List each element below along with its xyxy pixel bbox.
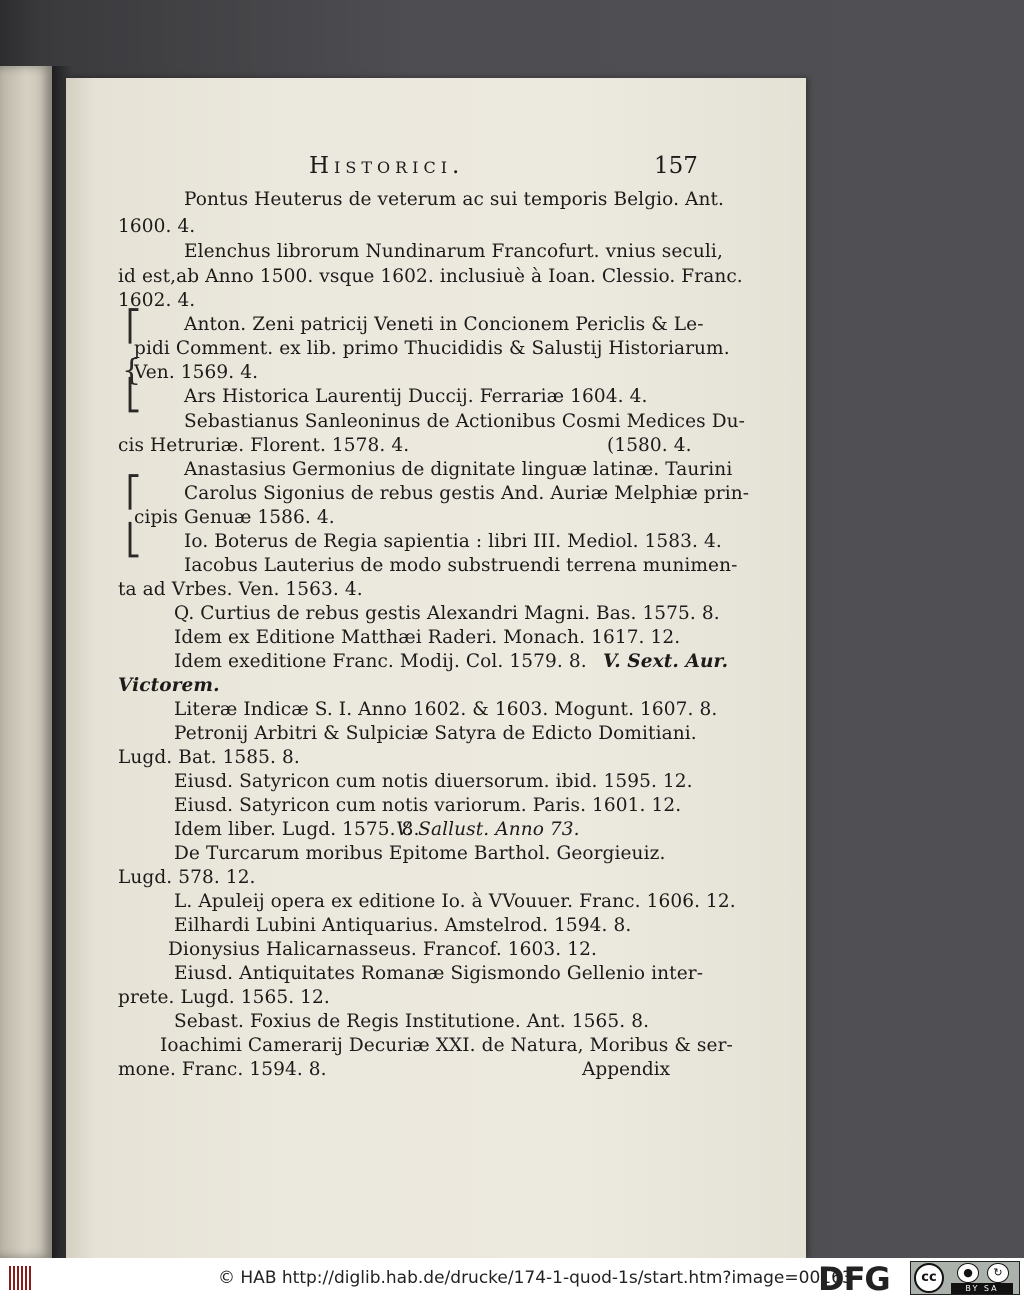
share-alike-icon: ↻ bbox=[987, 1263, 1009, 1283]
catchword: Appendix bbox=[582, 1059, 671, 1080]
text-line: Anton. Zeni patricij Veneti in Concionem Periclis & Le- bbox=[184, 314, 704, 335]
brace-bottom: ⎣ bbox=[126, 378, 141, 413]
copyright-link[interactable]: © HAB http://diglib.hab.de/drucke/174-1-quod-1s/start.htm?image=00163 bbox=[218, 1268, 853, 1288]
text-line: Q. Curtius de rebus gestis Alexandri Magni. Bas. 1575. 8. bbox=[174, 603, 720, 624]
library-logo-icon[interactable] bbox=[6, 1262, 36, 1294]
text-line: Eiusd. Antiquitates Romanæ Sigismondo Gellenio inter- bbox=[174, 963, 704, 984]
text-line: Eiusd. Satyricon cum notis diuersorum. ibid. 1595. 12. bbox=[174, 771, 693, 792]
book-page bbox=[66, 78, 806, 1258]
text-line: Petronij Arbitri & Sulpiciæ Satyra de Edicto Domitiani. bbox=[174, 723, 697, 744]
text-line: V. Sext. Aur. bbox=[603, 651, 729, 672]
brace-top: ⎡ bbox=[126, 475, 141, 510]
text-line: Lugd. Bat. 1585. 8. bbox=[118, 747, 300, 768]
brace-bottom: ⎣ bbox=[126, 523, 141, 558]
text-line: Eilhardi Lubini Antiquarius. Amstelrod. 1594. 8. bbox=[174, 915, 632, 936]
brace-top: ⎡ bbox=[126, 309, 141, 344]
text-line: Pontus Heuterus de veterum ac sui temporis Belgio. Ant. bbox=[184, 189, 725, 210]
cc-icon: cc bbox=[914, 1263, 944, 1293]
text-line: Idem liber. Lugd. 1575. 8. bbox=[174, 819, 420, 840]
text-line: Sebast. Foxius de Regis Institutione. Ant. 1565. 8. bbox=[174, 1011, 650, 1032]
text-line: L. Apuleij opera ex editione Io. à VVouuer. Franc. 1606. 12. bbox=[174, 891, 736, 912]
text-line: (1580. 4. bbox=[607, 435, 692, 456]
text-line: V. Sallust. Anno 73. bbox=[396, 819, 580, 840]
running-head-title: Historici. bbox=[309, 153, 465, 179]
text-line: mone. Franc. 1594. 8. bbox=[118, 1059, 327, 1080]
previous-page-edge bbox=[0, 66, 52, 1258]
text-line: Eiusd. Satyricon cum notis variorum. Paris. 1601. 12. bbox=[174, 795, 682, 816]
person-icon: ● bbox=[957, 1263, 979, 1283]
license-labels: BY SA bbox=[951, 1283, 1013, 1294]
text-line: Anastasius Germonius de dignitate linguæ latinæ. Taurini bbox=[184, 459, 733, 480]
text-line: Sebastianus Sanleoninus de Actionibus Cosmi Medices Du- bbox=[184, 411, 746, 432]
text-line: cipis Genuæ 1586. 4. bbox=[134, 507, 335, 528]
text-line: Ven. 1569. 4. bbox=[134, 362, 259, 383]
text-line: cis Hetruriæ. Florent. 1578. 4. bbox=[118, 435, 410, 456]
text-line: prete. Lugd. 1565. 12. bbox=[118, 987, 330, 1008]
cc-license-badge[interactable] bbox=[910, 1261, 1020, 1295]
text-line: 1600. 4. bbox=[118, 216, 196, 237]
text-line: Idem ex Editione Matthæi Raderi. Monach. 1617. 12. bbox=[174, 627, 681, 648]
text-line: Ars Historica Laurentij Duccij. Ferrariæ 1604. 4. bbox=[184, 386, 648, 407]
text-line: id est,ab Anno 1500. vsque 1602. inclusiuè à Ioan. Clessio. Franc. bbox=[118, 266, 743, 287]
page-number: 157 bbox=[654, 153, 698, 179]
text-line: ta ad Vrbes. Ven. 1563. 4. bbox=[118, 579, 363, 600]
brace-middle: { bbox=[122, 353, 142, 388]
page-text bbox=[66, 78, 806, 1258]
text-line: Idem exeditione Franc. Modij. Col. 1579. 8. bbox=[174, 651, 587, 672]
text-line: Lugd. 578. 12. bbox=[118, 867, 256, 888]
text-line: pidi Comment. ex lib. primo Thucididis & Salustij Historiarum. bbox=[134, 338, 730, 359]
text-line: Io. Boterus de Regia sapientia : libri III. Mediol. 1583. 4. bbox=[184, 531, 722, 552]
text-line: Elenchus librorum Nundinarum Francofurt. vnius seculi, bbox=[184, 241, 723, 262]
text-line: 1602. 4. bbox=[118, 290, 196, 311]
text-line: Iacobus Lauterius de modo substruendi terrena munimen- bbox=[184, 555, 738, 576]
text-line: Carolus Sigonius de rebus gestis And. Auriæ Melphiæ prin- bbox=[184, 483, 750, 504]
text-line: Literæ Indicæ S. I. Anno 1602. & 1603. Mogunt. 1607. 8. bbox=[174, 699, 718, 720]
text-line: De Turcarum moribus Epitome Barthol. Georgieuiz. bbox=[174, 843, 666, 864]
text-line: Dionysius Halicarnasseus. Francof. 1603. 12. bbox=[168, 939, 597, 960]
text-line: Ioachimi Camerarij Decuriæ XXI. de Natura, Moribus & ser- bbox=[160, 1035, 733, 1056]
dfg-logo[interactable]: DFG bbox=[818, 1260, 890, 1298]
text-line: Victorem. bbox=[118, 675, 220, 696]
